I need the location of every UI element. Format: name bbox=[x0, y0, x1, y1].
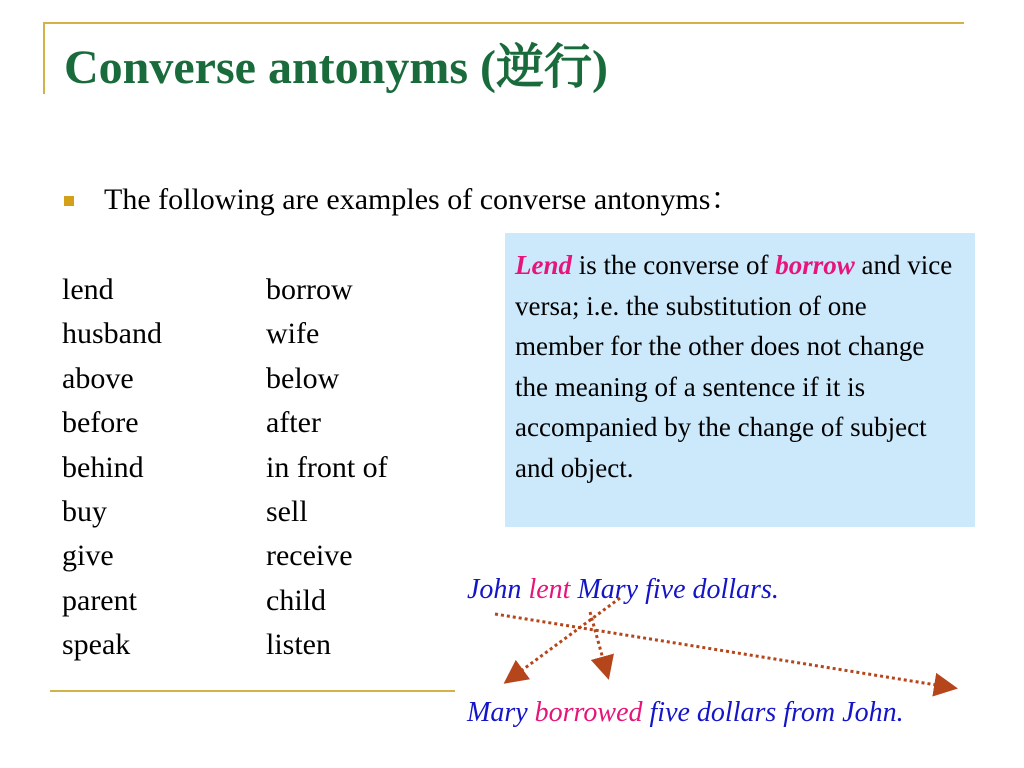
example-verb: lent bbox=[528, 574, 571, 605]
arrow-verb-to-verb bbox=[590, 612, 608, 677]
pair-term: give bbox=[62, 539, 114, 573]
pair-converse: listen bbox=[266, 628, 331, 662]
example-verb: borrowed bbox=[534, 697, 643, 728]
pair-converse: wife bbox=[266, 317, 320, 351]
note-text-rest: and vice versa; i.e. the substitution of one member for the other does not change the meaning of a sentence if it is accompanied by the change of subject and object. bbox=[515, 250, 953, 483]
pair-term: husband bbox=[62, 317, 162, 351]
note-term-borrow: borrow bbox=[775, 250, 855, 280]
pair-term: buy bbox=[62, 494, 107, 528]
pair-converse: child bbox=[266, 583, 326, 617]
pair-term: lend bbox=[62, 273, 114, 306]
bullet-text: The following are examples of converse antonyms： bbox=[104, 183, 741, 216]
example-subject: John bbox=[467, 574, 522, 605]
note-text-mid: is the converse of bbox=[572, 250, 776, 280]
pair-term: behind bbox=[62, 450, 144, 484]
pair-term: above bbox=[62, 361, 134, 395]
example-rest: Mary five dollars. bbox=[577, 574, 779, 605]
pair-converse: in front of bbox=[266, 450, 388, 484]
pair-term: speak bbox=[62, 628, 131, 662]
pair-term: before bbox=[62, 406, 139, 440]
pair-converse: receive bbox=[266, 539, 353, 573]
example-rest: five dollars from John. bbox=[649, 697, 904, 728]
arrow-object-to-subject bbox=[495, 614, 955, 688]
slide-title: Converse antonyms (逆行) bbox=[64, 41, 608, 94]
pair-term: parent bbox=[62, 583, 137, 617]
note-term-lend: Lend bbox=[515, 250, 572, 280]
pair-converse: borrow bbox=[266, 273, 353, 306]
pair-converse: below bbox=[266, 361, 340, 395]
pair-converse: sell bbox=[266, 494, 308, 528]
pair-converse: after bbox=[266, 406, 321, 440]
example-subject: Mary bbox=[467, 697, 528, 728]
arrow-subject-to-object bbox=[506, 598, 620, 682]
